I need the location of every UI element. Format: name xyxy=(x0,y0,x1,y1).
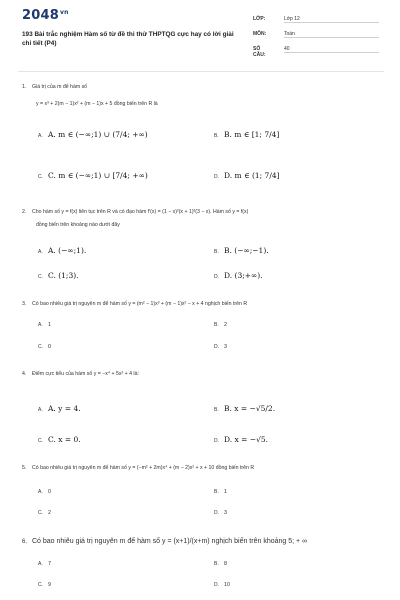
option-a[interactable] xyxy=(38,489,51,495)
option-c[interactable] xyxy=(38,510,51,516)
option-text: 2 xyxy=(224,322,227,328)
option-c[interactable] xyxy=(38,582,51,588)
option-text: D. m ∈ (1; 7/4] xyxy=(224,171,280,180)
option-text: 3 xyxy=(224,344,227,350)
option-d[interactable] xyxy=(214,435,268,444)
option-letter: A. xyxy=(38,489,43,495)
option-letter: B. xyxy=(214,133,219,139)
option-a[interactable] xyxy=(38,246,86,255)
meta-subject-value: Toán xyxy=(284,31,379,38)
option-b[interactable] xyxy=(214,489,227,495)
option-d[interactable] xyxy=(214,582,230,588)
option-letter: B. xyxy=(214,322,219,328)
question-number: 6. xyxy=(22,539,28,545)
option-letter: D. xyxy=(214,582,219,588)
option-letter: A. xyxy=(38,322,43,328)
option-letter: A. xyxy=(38,407,43,413)
option-text: B. x = −√5/2. xyxy=(224,404,276,413)
option-letter: B. xyxy=(214,407,219,413)
option-text: C. m ∈ (−∞;1) ∪ [7/4; +∞) xyxy=(48,171,148,180)
logo-suffix: vn xyxy=(59,8,69,16)
meta-count-value: 40 xyxy=(284,46,379,53)
option-letter: A. xyxy=(38,133,43,139)
option-letter: C. xyxy=(38,344,43,350)
question-number: 3. xyxy=(22,301,27,307)
option-text: 2 xyxy=(48,510,51,516)
question-5 xyxy=(22,465,254,471)
meta-subject-label: MÔN: xyxy=(253,31,267,37)
question-3 xyxy=(22,301,247,307)
meta-class-label: LỚP: xyxy=(253,16,266,22)
option-c[interactable] xyxy=(38,344,51,350)
meta-class-value: Lớp 12 xyxy=(284,16,379,23)
option-b[interactable] xyxy=(214,130,279,139)
question-number: 2. xyxy=(22,209,27,215)
option-d[interactable] xyxy=(214,271,263,280)
question-4 xyxy=(22,371,139,377)
option-text: 0 xyxy=(48,489,51,495)
option-letter: A. xyxy=(38,561,43,567)
option-letter: C. xyxy=(38,174,43,180)
option-c[interactable] xyxy=(38,171,148,180)
option-text: C. (1;3). xyxy=(48,271,79,280)
question-text: Có bao nhiêu giá trị nguyên m để hàm số y = (x+1)/(x+m) nghịch biến trên khoảng 5; + ∞ xyxy=(32,538,308,545)
option-letter: D. xyxy=(214,274,219,280)
option-a[interactable] xyxy=(38,130,148,139)
header-divider xyxy=(18,71,384,72)
option-text: 1 xyxy=(224,489,227,495)
question-text: Có bao nhiêu giá trị nguyên m để hàm số y = (−m² + 2m)x⁴ + (m − 2)x² + x + 10 đồng biến trên R xyxy=(32,465,255,471)
option-text: 9 xyxy=(48,582,51,588)
question-text: Giá trị của m để hàm số xyxy=(32,84,88,90)
option-letter: B. xyxy=(214,249,219,255)
option-text: B. (−∞;−1). xyxy=(224,246,269,255)
option-c[interactable] xyxy=(38,271,79,280)
option-b[interactable] xyxy=(214,404,275,413)
option-text: A. (−∞;1). xyxy=(48,246,87,255)
site-logo[interactable] xyxy=(22,8,69,23)
option-letter: B. xyxy=(214,489,219,495)
question-text: Điểm cực tiểu của hàm số y = −x⁴ + 5x² + 4 là: xyxy=(32,371,139,377)
logo-text: 2048 xyxy=(22,8,59,23)
question-text: Cho hàm số y = f(x) liên tục trên R và có đạo hàm f′(x) = (1 − x)²(x + 1)³(3 − x). Hàm số y = f(x) xyxy=(32,209,249,215)
document-title: 193 Bài trắc nghiệm Hàm số từ đề thi thử THPTQG cực hay có lời giải chi tiết (P4) xyxy=(22,31,234,47)
option-text: 0 xyxy=(48,344,51,350)
option-d[interactable] xyxy=(214,510,227,516)
question-6 xyxy=(22,538,307,545)
option-text: 10 xyxy=(224,582,230,588)
option-text: A. y = 4. xyxy=(48,404,81,413)
option-text: D. (3;+∞). xyxy=(224,271,263,280)
question-text: Có bao nhiêu giá trị nguyên m để hàm số y = (m² − 1)x³ + (m − 1)x² − x + 4 nghịch biến trên R xyxy=(32,301,248,307)
option-text: 8 xyxy=(224,561,227,567)
option-letter: A. xyxy=(38,249,43,255)
option-text: 7 xyxy=(48,561,51,567)
option-d[interactable] xyxy=(214,171,280,180)
question-number: 5. xyxy=(22,465,27,471)
option-letter: C. xyxy=(38,274,43,280)
option-letter: C. xyxy=(38,438,43,444)
option-text: A. m ∈ (−∞;1) ∪ (7/4; +∞) xyxy=(48,130,148,139)
option-a[interactable] xyxy=(38,322,51,328)
question-1 xyxy=(22,84,87,90)
option-letter: C. xyxy=(38,582,43,588)
question-number: 1. xyxy=(22,84,27,90)
option-b[interactable] xyxy=(214,246,269,255)
option-letter: D. xyxy=(214,438,219,444)
option-text: D. x = −√5. xyxy=(224,435,269,444)
option-c[interactable] xyxy=(38,435,81,444)
option-b[interactable] xyxy=(214,561,227,567)
question-2-text-cont: đồng biến trên khoảng nào dưới đây xyxy=(36,222,120,228)
option-a[interactable] xyxy=(38,404,81,413)
option-text: 1 xyxy=(48,322,51,328)
meta-count-label: SỐ CÂU: xyxy=(253,46,266,58)
option-text: C. x = 0. xyxy=(48,435,81,444)
option-letter: C. xyxy=(38,510,43,516)
question-1-formula: y = x³ + 2(m − 1)x² + (m − 1)x + 5 đồng biến trên R là xyxy=(36,101,158,107)
option-letter: D. xyxy=(214,510,219,516)
option-text: B. m ∈ [1; 7/4] xyxy=(224,130,280,139)
option-letter: B. xyxy=(214,561,219,567)
option-text: 3 xyxy=(224,510,227,516)
option-letter: D. xyxy=(214,174,219,180)
option-b[interactable] xyxy=(214,322,227,328)
question-2 xyxy=(22,209,248,215)
option-a[interactable] xyxy=(38,561,51,567)
option-d[interactable] xyxy=(214,344,227,350)
question-number: 4. xyxy=(22,371,27,377)
option-letter: D. xyxy=(214,344,219,350)
